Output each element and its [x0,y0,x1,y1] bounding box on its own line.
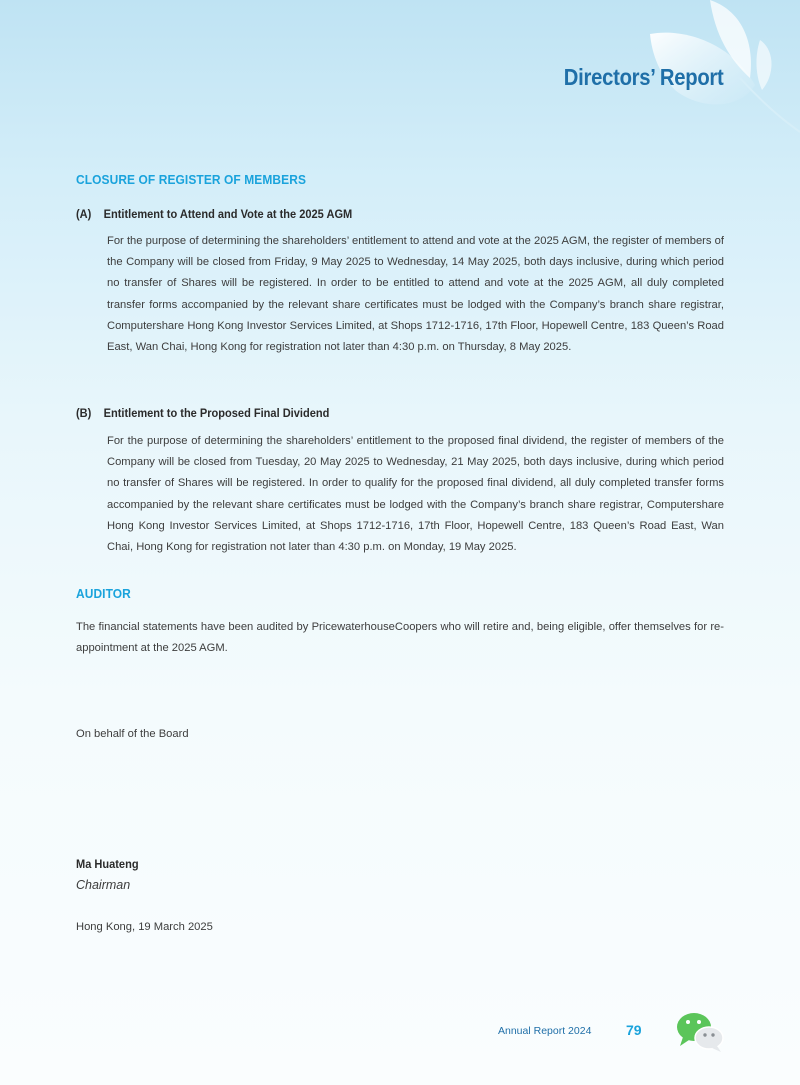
footer-report-label: Annual Report 2024 [498,1025,592,1037]
subsection-b-body: For the purpose of determining the shareholders’ entitlement to the proposed final dividend, the register of members of the Company will be closed from Tuesday, 20 May 2025 to Wednesday, 21 May 2025, both days inclusive, during which period no transfer of Shares will be registered. In order to qualify for the proposed final dividend, all duly completed transfer forms accompanied by the relevant share certificates must be lodged with the Company’s branch share registrar, Computershare Hong Kong Investor Services Limited, at Shops 1712-1716, 17th Floor, Hopewell Centre, 183 Queen’s Road East, Wan Chai, Hong Kong for registration not later than 4:30 p.m. on Monday, 19 May 2025. [107,435,724,554]
auditor-body: The financial statements have been audited by PricewaterhouseCoopers who will retire and, being eligible, offer themselves for re-appointment at the 2025 AGM. [76,621,724,655]
place-date: Hong Kong, 19 March 2025 [76,921,213,933]
page-number: 79 [626,1022,642,1038]
subsection-b-heading [76,406,329,420]
subsection-a-body: For the purpose of determining the shareholders’ entitlement to attend and vote at the 2025 AGM, the register of members of the Company will be closed from Friday, 9 May 2025 to Wednesday, 14 May 2025, both days inclusive, during which period no transfer of Shares will be registered. In order to be entitled to attend and vote at the 2025 AGM, all duly completed transfer forms accompanied by the relevant share certificates must be lodged with the Company’s branch share registrar, Computershare Hong Kong Investor Services Limited, at Shops 1712-1716, 17th Floor, Hopewell Centre, 183 Queen’s Road East, Wan Chai, Hong Kong for registration not later than 4:30 p.m. on Thursday, 8 May 2025. [107,235,724,354]
section-heading-auditor: AUDITOR [76,586,131,601]
subsection-a-heading [76,207,352,221]
on-behalf-text: On behalf of the Board [76,728,189,740]
section-heading-closure: CLOSURE OF REGISTER OF MEMBERS [76,172,307,187]
subsection-b-letter: (B) [76,406,92,420]
subsection-b-title: Entitlement to the Proposed Final Dividend [103,406,330,420]
subsection-a-letter: (A) [76,207,92,221]
subsection-a-title: Entitlement to Attend and Vote at the 2025 AGM [103,207,353,221]
signatory-title: Chairman [76,878,131,892]
signatory-name: Ma Huateng [76,857,139,871]
page-title: Directors’ Report [564,64,724,90]
wechat-logo-icon [674,1010,726,1052]
